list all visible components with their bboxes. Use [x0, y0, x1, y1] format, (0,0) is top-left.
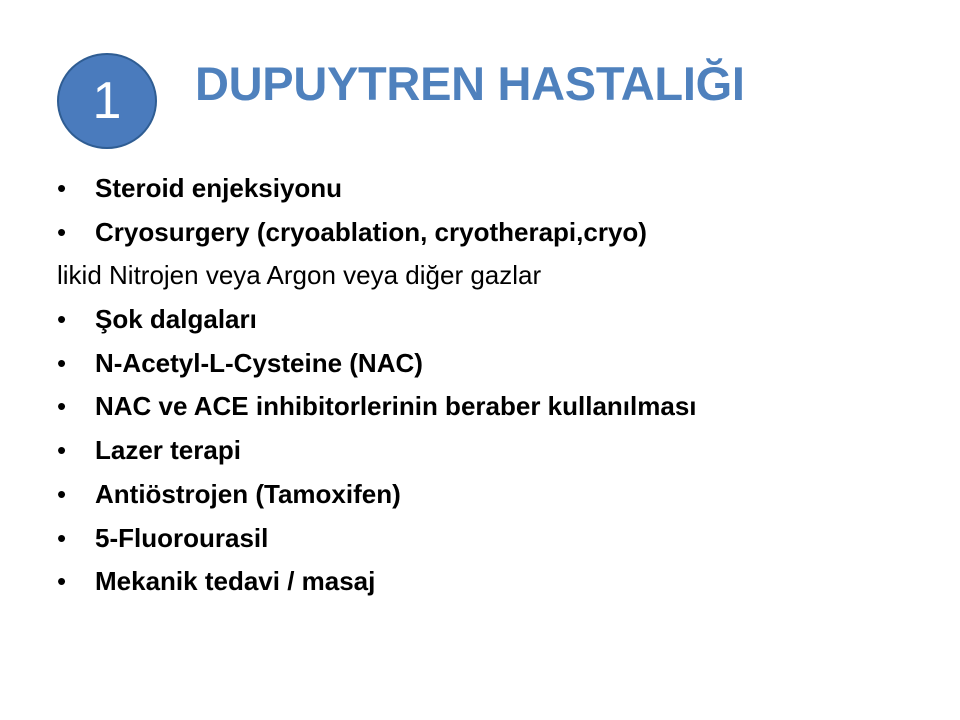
slide-number-badge — [57, 53, 157, 149]
list-item: • Şok dalgaları — [57, 301, 937, 345]
list-item-note: likid Nitrojen veya Argon veya diğer gazlar — [57, 260, 542, 291]
list-item: • Lazer terapi — [57, 432, 937, 476]
slide-number: 1 — [92, 72, 122, 130]
list-item: • Antiöstrojen (Tamoxifen) — [57, 476, 937, 520]
list-item: • 5-Fluorourasil — [57, 520, 937, 564]
list-item: • NAC ve ACE inhibitorlerinin beraber kullanılması — [57, 388, 937, 432]
list-item: • Cryosurgery (cryoablation, cryotherapi,cryo) — [57, 214, 937, 258]
slide-title: DUPUYTREN HASTALIĞI — [195, 57, 745, 110]
content-list — [57, 170, 937, 607]
list-item: • Steroid enjeksiyonu — [57, 170, 937, 214]
list-item: • Mekanik tedavi / masaj — [57, 563, 937, 607]
list-item: • N-Acetyl-L-Cysteine (NAC) — [57, 345, 937, 389]
